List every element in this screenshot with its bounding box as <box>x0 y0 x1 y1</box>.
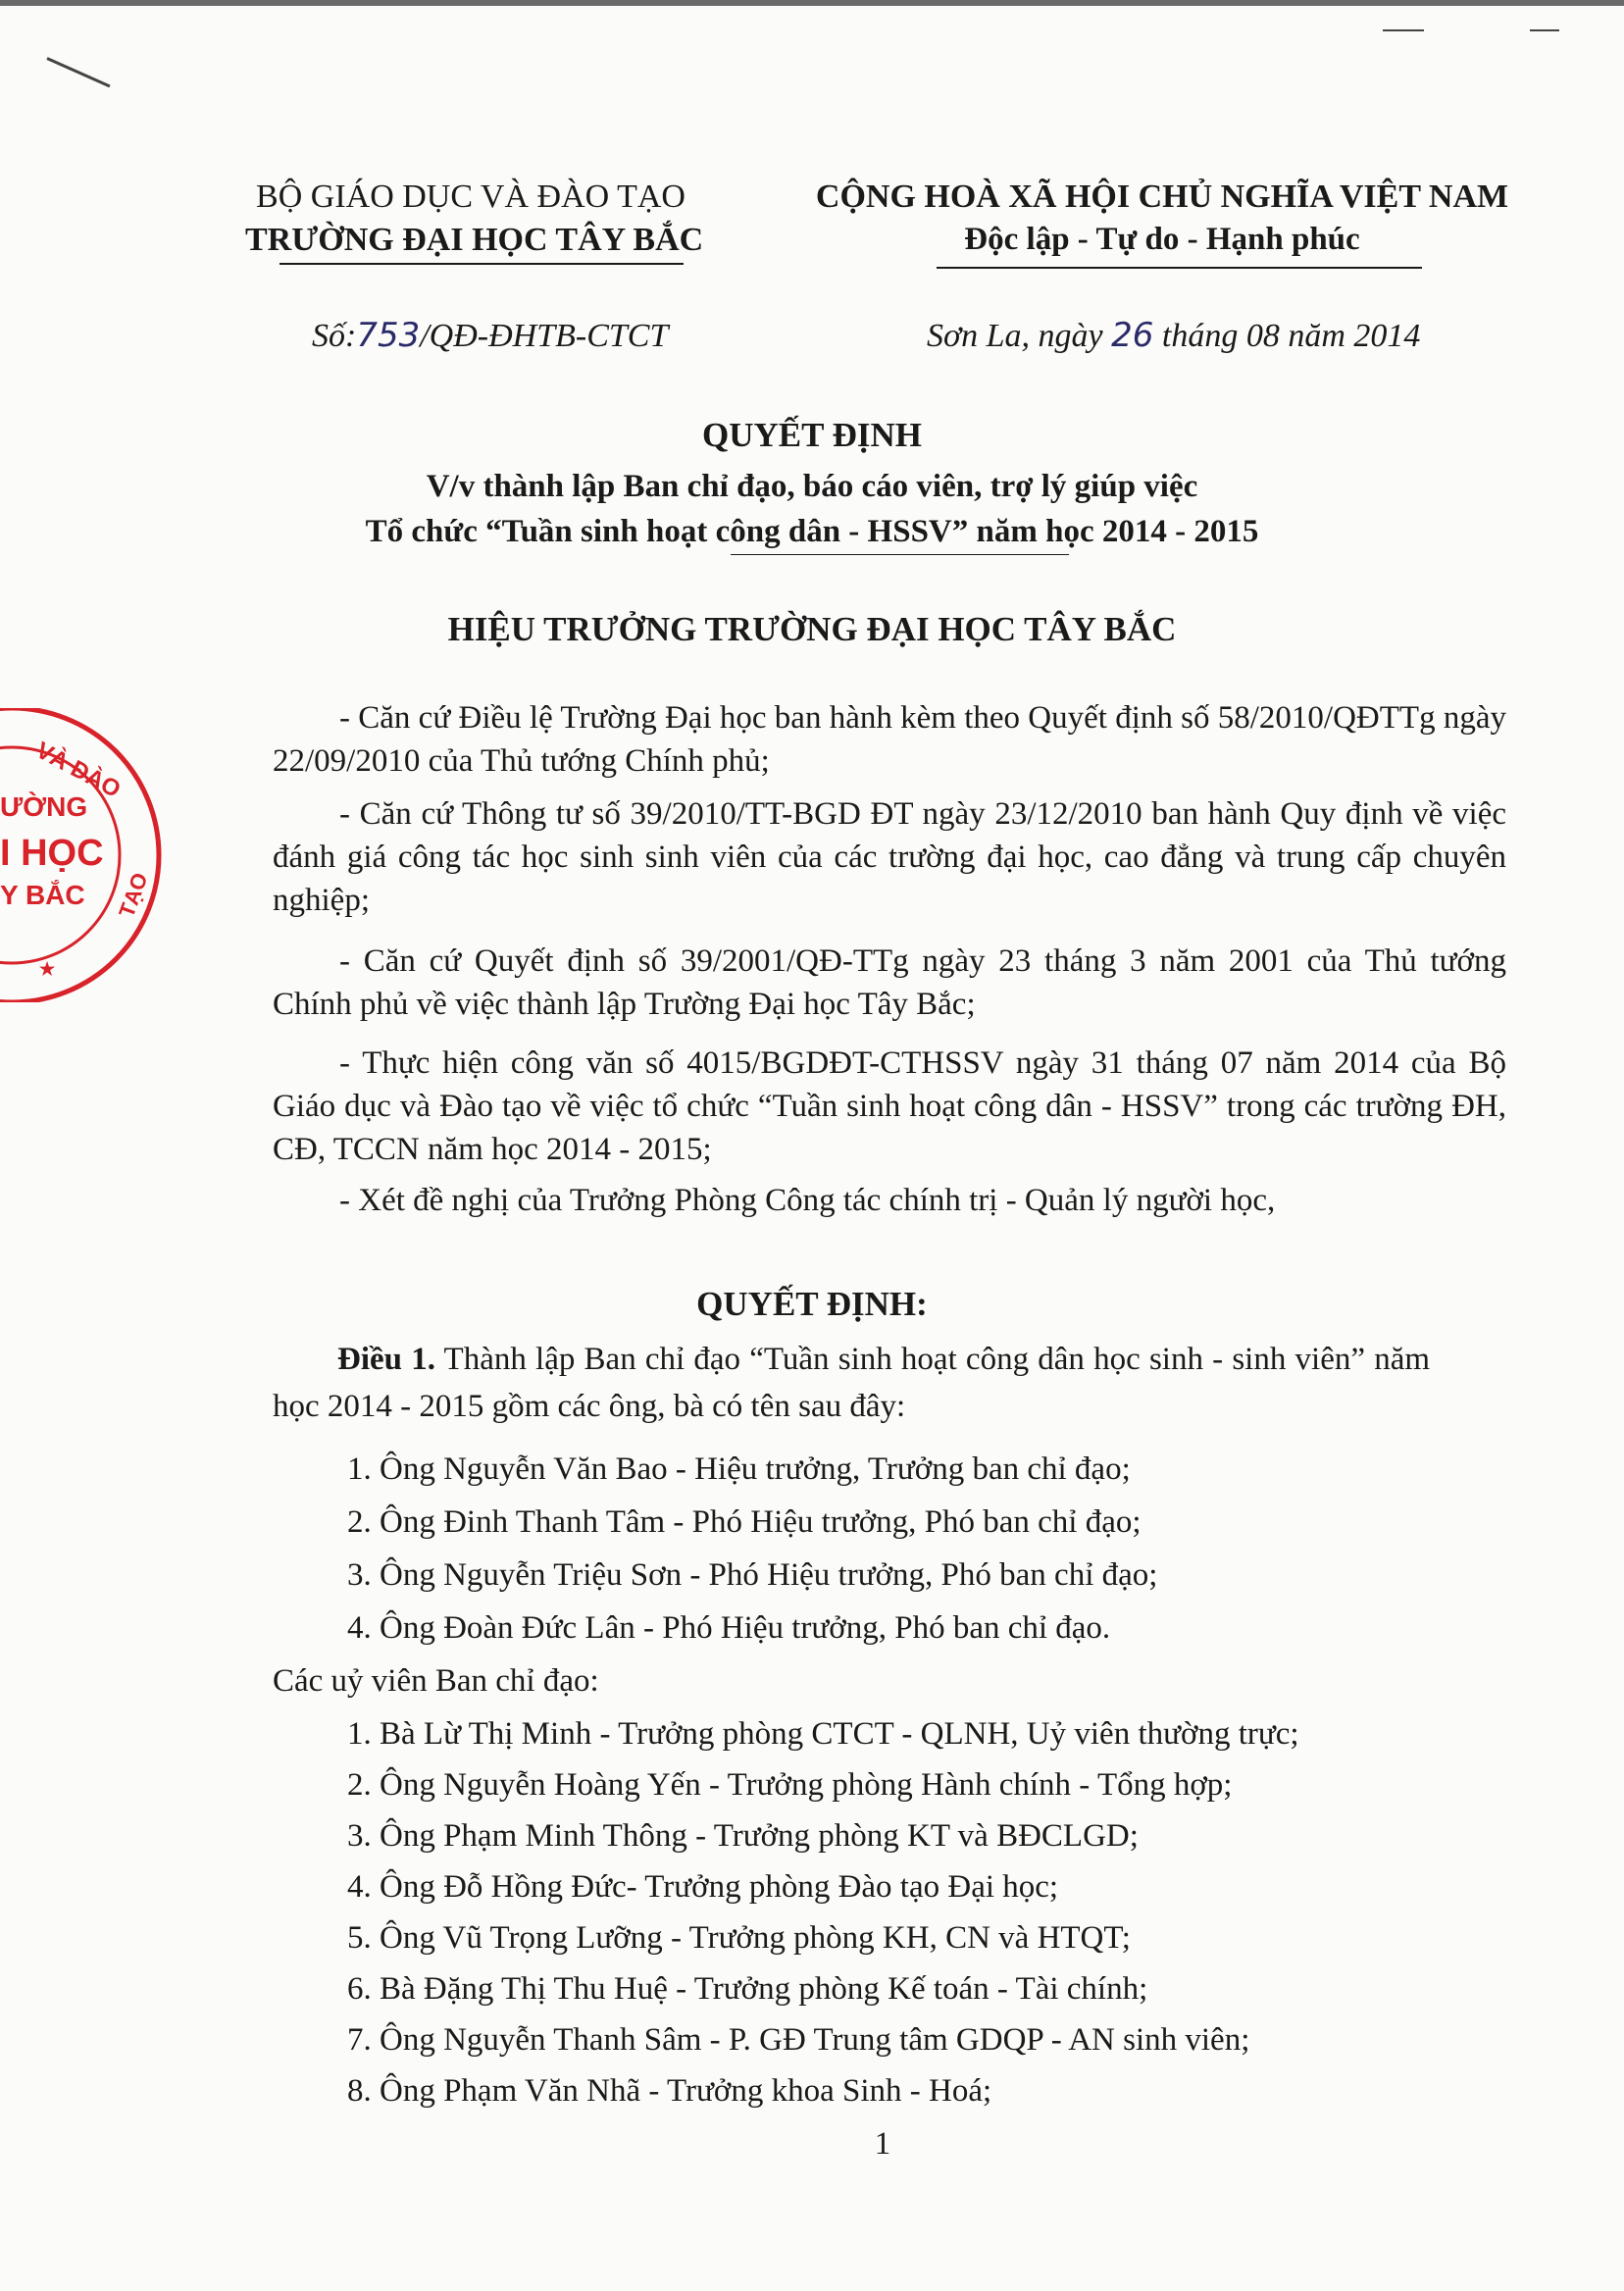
leader-item: 1. Ông Nguyễn Văn Bao - Hiệu trưởng, Trưởng ban chỉ đạo; <box>347 1451 1131 1487</box>
document-title: QUYẾT ĐỊNH <box>702 416 922 454</box>
ministry-name: BỘ GIÁO DỤC VÀ ĐÀO TẠO <box>256 178 685 215</box>
scan-mark <box>1530 29 1559 31</box>
decision-number: Số:753/QĐ-ĐHTB-CTCT <box>312 316 669 355</box>
university-name: TRƯỜNG ĐẠI HỌC TÂY BẮC <box>245 222 704 258</box>
member-item: 1. Bà Lừ Thị Minh - Trưởng phòng CTCT - QLNH, Uỷ viên thường trực; <box>347 1716 1299 1752</box>
basis-item: - Căn cứ Điều lệ Trường Đại học ban hành kèm theo Quyết định số 58/2010/QĐTTg ngày 22/09/2010 của Thủ tướng Chính phủ; <box>273 700 1506 779</box>
stamp-text-bottom: Y BẮC <box>0 880 85 910</box>
republic-name: CỘNG HOÀ XÃ HỘI CHỦ NGHĨA VIỆT NAM <box>815 178 1509 215</box>
member-item: 5. Ông Vũ Trọng Lưỡng - Trưởng phòng KH, CN và HTQT; <box>347 1920 1131 1956</box>
member-item: 7. Ông Nguyễn Thanh Sâm - P. GĐ Trung tâm GDQP - AN sinh viên; <box>347 2022 1250 2058</box>
member-item: 4. Ông Đỗ Hồng Đức- Trưởng phòng Đào tạo Đại học; <box>347 1869 1059 1905</box>
leader-item: 4. Ông Đoàn Đức Lân - Phó Hiệu trưởng, Phó ban chỉ đạo. <box>347 1610 1111 1646</box>
motto: Độc lập - Tự do - Hạnh phúc <box>964 222 1360 257</box>
issue-date: Sơn La, ngày 26 tháng 08 năm 2014 <box>927 316 1421 355</box>
issuing-authority: HIỆU TRƯỞNG TRƯỜNG ĐẠI HỌC TÂY BẮC <box>447 610 1177 648</box>
subject-underline <box>731 554 1069 555</box>
page-number: 1 <box>874 2126 891 2162</box>
scan-mark <box>1383 29 1424 31</box>
scan-mark <box>46 57 110 87</box>
stamp-text-middle: I HỌC <box>0 833 104 874</box>
handwritten-day: 26 <box>1111 316 1154 355</box>
svg-text:★: ★ <box>39 959 56 979</box>
member-item: 3. Ông Phạm Minh Thông - Trưởng phòng KT và BĐCLGD; <box>347 1818 1139 1854</box>
basis-item: - Xét đề nghị của Trưởng Phòng Công tác chính trị - Quản lý người học, <box>339 1183 1276 1218</box>
leader-item: 2. Ông Đinh Thanh Tâm - Phó Hiệu trưởng, Phó ban chỉ đạo; <box>347 1504 1142 1540</box>
handwritten-number: 753 <box>356 316 421 355</box>
subject-line-1: V/v thành lập Ban chỉ đạo, báo cáo viên, trợ lý giúp việc <box>426 469 1198 504</box>
basis-item: - Căn cứ Thông tư số 39/2010/TT-BGD ĐT ngày 23/12/2010 ban hành Quy định về việc đánh giá công tác học sinh sinh viên của các trường đại học, cao đẳng và trung cấp chuyên nghiệp; <box>273 796 1506 918</box>
members-heading: Các uỷ viên Ban chỉ đạo: <box>273 1663 599 1699</box>
article-1-label: Điều 1. <box>337 1342 435 1377</box>
stamp-text-top: VÀ ĐÀO <box>31 737 126 804</box>
article-1 <box>273 1336 1430 1430</box>
motto-underline <box>937 267 1422 269</box>
stamp-text-left: ƯỜNG <box>0 791 88 822</box>
scan-top-edge <box>0 0 1624 6</box>
article-1-text: Thành lập Ban chỉ đạo “Tuần sinh hoạt công dân học sinh - sinh viên” năm học 2014 - 2015 gồm các ông, bà có tên sau đây: <box>273 1342 1431 1424</box>
stamp-text-right: TẠO <box>114 869 153 921</box>
member-item: 8. Ông Phạm Văn Nhã - Trưởng khoa Sinh - Hoá; <box>347 2073 992 2109</box>
member-item: 6. Bà Đặng Thị Thu Huệ - Trưởng phòng Kế toán - Tài chính; <box>347 1971 1148 2007</box>
decision-heading: QUYẾT ĐỊNH: <box>696 1285 928 1323</box>
subject-line-2: Tổ chức “Tuần sinh hoạt công dân - HSSV” năm học 2014 - 2015 <box>365 514 1259 549</box>
basis-item: - Thực hiện công văn số 4015/BGDĐT-CTHSSV ngày 31 tháng 07 năm 2014 của Bộ Giáo dục và Đào tạo về việc tổ chức “Tuần sinh hoạt công dân - HSSV” trong các trường ĐH, CĐ, TCCN năm học 2014 - 2015; <box>273 1045 1506 1167</box>
leader-item: 3. Ông Nguyễn Triệu Sơn - Phó Hiệu trưởng, Phó ban chỉ đạo; <box>347 1557 1158 1593</box>
member-item: 2. Ông Nguyễn Hoàng Yến - Trưởng phòng Hành chính - Tổng hợp; <box>347 1767 1233 1803</box>
official-stamp-icon <box>0 708 177 1002</box>
university-underline <box>279 263 684 265</box>
basis-item: - Căn cứ Quyết định số 39/2001/QĐ-TTg ngày 23 tháng 3 năm 2001 của Thủ tướng Chính phủ về việc thành lập Trường Đại học Tây Bắc; <box>273 943 1506 1022</box>
